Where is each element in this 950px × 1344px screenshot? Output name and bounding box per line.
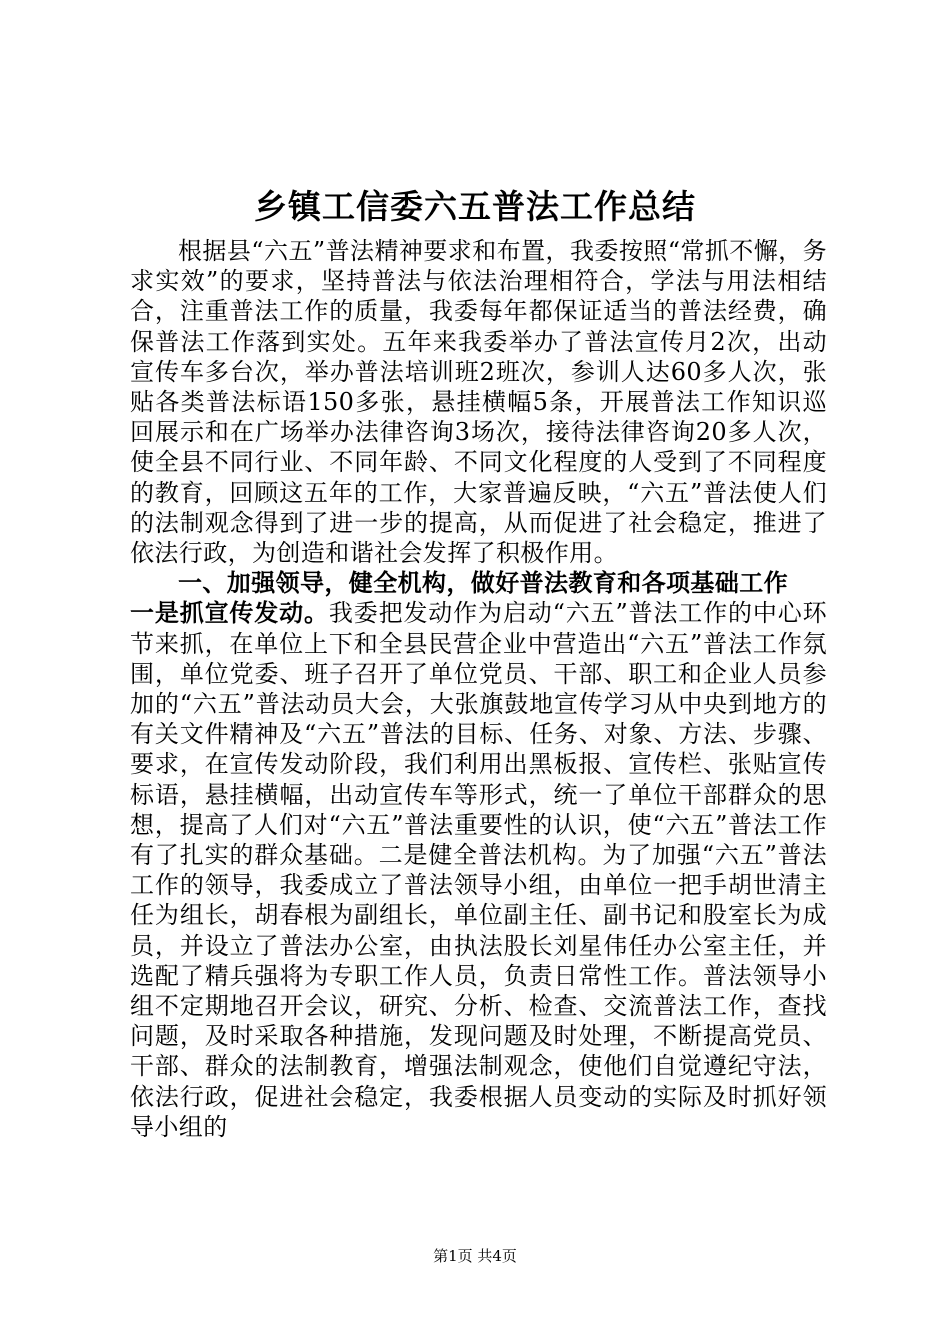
- section-lead: 一是抓宣传发动。: [130, 598, 329, 628]
- section-body: 我委把发动作为启动“六五”普法工作的中心环节来抓，在单位上下和全县民营企业中营造出“六五”普法工作氛围，单位党委、班子召开了单位党员、干部、职工和企业人员参加的“六五”普法动员大会，大张旗鼓地宣传学习从中央到地方的有关文件精神及“六五”普法的目标、任务、对象、方法、步骤、要求，在宣传发动阶段，我们利用出黑板报、宣传栏、张贴宣传标语，悬挂横幅，出动宣传车等形式，统一了单位干部群众的思想，提高了人们对“六五”普法重要性的认识，使“六五”普法工作有了扎实的群众基础。二是健全普法机构。为了加强“六五”普法工作的领导，我委成立了普法领导小组，由单位一把手胡世清主任为组长，胡春根为副组长，单位副主任、副书记和股室长为成员，并设立了普法办公室，由执法股长刘星伟任办公室主任，并选配了精兵强将为专职工作人员，负责日常性工作。普法领导小组不定期地召开会议，研究、分析、检查、交流普法工作，查找问题，及时采取各种措施，发现问题及时处理，不断提高党员、干部、群众的法制教育，增强法制观念，使他们自觉遵纪守法，依法行政，促进社会稳定，我委根据人员变动的实际及时抓好领导小组的: [130, 599, 827, 1141]
- document-title: 乡镇工信委六五普法工作总结: [254, 187, 696, 226]
- document-body: [130, 236, 827, 1142]
- section-paragraph: [130, 598, 827, 1142]
- page-footer: 第1页 共4页: [433, 1247, 517, 1265]
- section-heading: 一、加强领导，健全机构，做好普法教育和各项基础工作: [178, 568, 788, 598]
- intro-paragraph: 根据县“六五”普法精神要求和布置，我委按照“常抓不懈，务求实效”的要求，坚持普法与依法治理相符合，学法与用法相结合，注重普法工作的质量，我委每年都保证适当的普法经费，确保普法工作落到实处。五年来我委举办了普法宣传月2次，出动宣传车多台次，举办普法培训班2班次，参训人达60多人次，张贴各类普法标语150多张，悬挂横幅5条，开展普法工作知识巡回展示和在广场举办法律咨询3场次，接待法律咨询20多人次，使全县不同行业、不同年龄、不同文化程度的人受到了不同程度的教育，回顾这五年的工作，大家普遍反映，“六五”普法使人们的法制观念得到了进一步的提高，从而促进了社会稳定，推进了依法行政，为创造和谐社会发挥了积极作用。: [130, 237, 827, 568]
